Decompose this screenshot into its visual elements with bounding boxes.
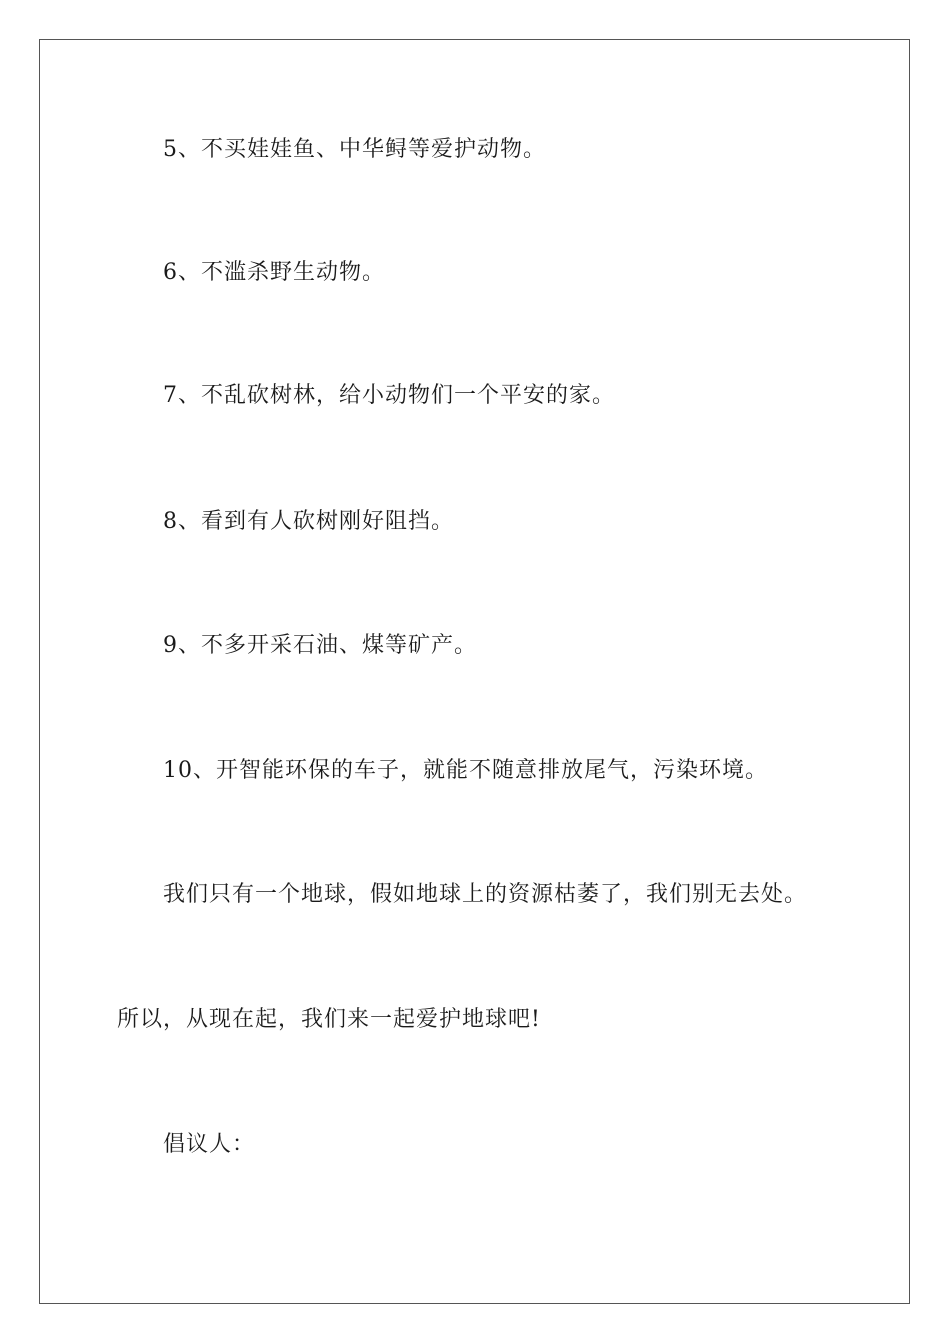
- body-paragraph: 我们只有一个地球，假如地球上的资源枯萎了，我们别无去处。: [163, 882, 808, 907]
- list-item-5: 5、不买娃娃鱼、中华鲟等爱护动物。: [163, 137, 546, 162]
- list-item-10: 10、开智能环保的车子，就能不随意排放尾气，污染环境。: [163, 758, 768, 783]
- list-item-7: 7、不乱砍树林，给小动物们一个平安的家。: [163, 383, 615, 408]
- closing-paragraph: 所以，从现在起，我们来一起爱护地球吧!: [117, 1007, 541, 1032]
- list-item-6: 6、不滥杀野生动物。: [163, 260, 385, 285]
- list-item-8: 8、看到有人砍树刚好阻挡。: [163, 509, 454, 534]
- signature-label: 倡议人：: [163, 1132, 256, 1157]
- page-frame: [39, 39, 910, 1304]
- list-item-9: 9、不多开采石油、煤等矿产。: [163, 633, 477, 658]
